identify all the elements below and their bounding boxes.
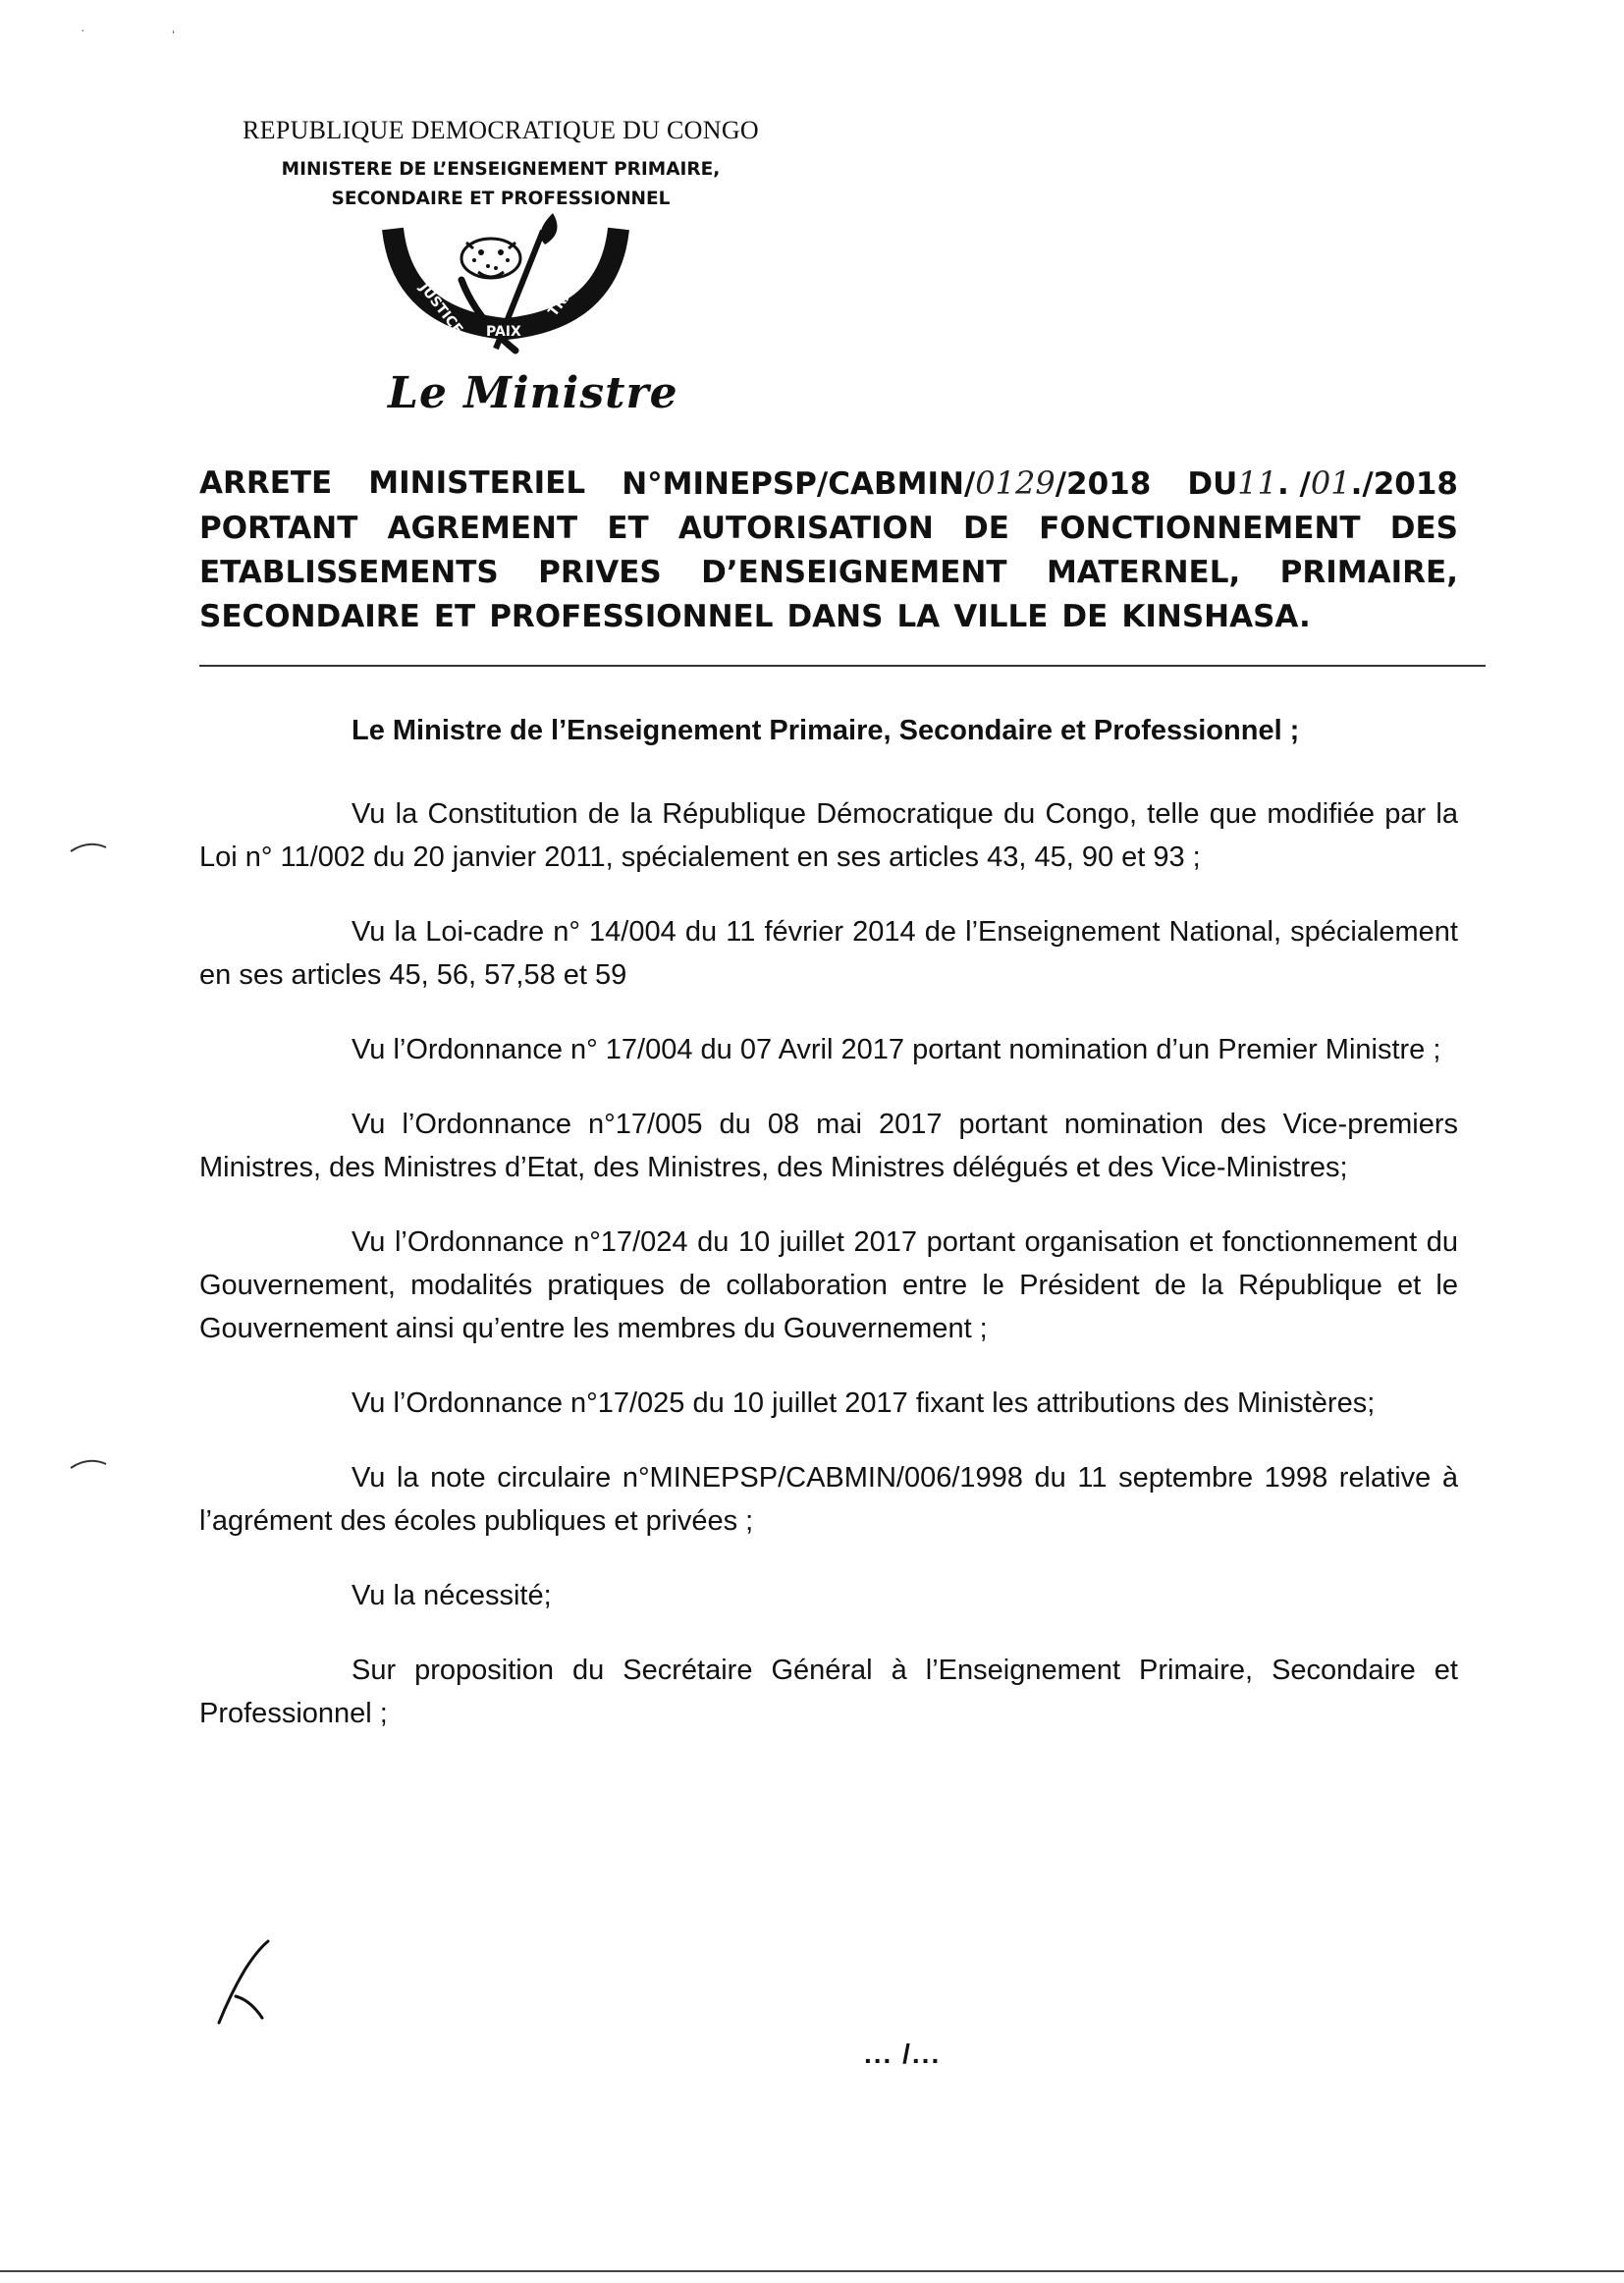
handwritten-month: 01 (1310, 464, 1351, 502)
decree-word: ET (433, 599, 476, 634)
decree-word: AGREMENT (387, 511, 578, 546)
decree-word: VILLE (953, 599, 1049, 634)
decree-word: D’ENSEIGNEMENT (701, 555, 1007, 590)
decree-word: DANS (786, 599, 884, 634)
ministry-name (201, 155, 800, 214)
leopard-head-icon (461, 239, 520, 278)
decree-reference: N°MINEPSP/CABMIN/0129/2018 (622, 464, 1152, 502)
signatory-title: Le Ministre (388, 368, 678, 418)
continuation-marker: ... /... (864, 2038, 942, 2069)
decree-word: DE (963, 511, 1009, 546)
ministry-line-2: SECONDAIRE ET PROFESSIONNEL (331, 189, 671, 209)
decree-word: PRIMAIRE, (1279, 555, 1458, 590)
decree-word: DE (1061, 599, 1109, 634)
considerant-paragraph: Vu la note circulaire n°MINEPSP/CABMIN/006/1998 du 11 septembre 1998 relative à l’agrément des écoles publiques et privées ; (199, 1462, 1458, 1537)
country-name: REPUBLIQUE DEMOCRATIQUE DU CONGO (243, 116, 759, 144)
ministry-line-1: MINISTERE DE L’ENSEIGNEMENT PRIMAIRE, (281, 159, 721, 180)
considerant-paragraph: Vu l’Ordonnance n°17/005 du 08 mai 2017 portant nomination des Vice-premiers Ministres, des Ministres d’Etat, des Ministres, des Ministres délégués et des Vice-Ministres; (199, 1109, 1458, 1183)
considerant-paragraph: Vu l’Ordonnance n°17/025 du 10 juillet 2017 fixant les attributions des Ministères; (352, 1387, 1376, 1419)
decree-word: MINISTERIEL (368, 465, 586, 501)
decree-date: DU11. /01./2018 (1187, 464, 1458, 502)
decree-title-line-1 (199, 462, 1458, 507)
considerant-paragraph: Vu l’Ordonnance n°17/024 du 10 juillet 2017 portant organisation et fonctionnement du Gouvernement, modalités pratiques de collaboration entre le Président de la République et le Gouvernement ainsi qu’entre les membres du Gouvernement ; (199, 1226, 1458, 1344)
motto-word-justice: JUSTICE (415, 280, 466, 338)
margin-mark (69, 840, 108, 853)
decree-word: FONCTIONNEMENT (1039, 511, 1361, 546)
decree-word: KINSHASA. (1121, 599, 1311, 634)
decree-word: ARRETE (199, 465, 333, 501)
handwritten-initials-mark (211, 1939, 280, 2028)
decree-word: PORTANT (199, 511, 358, 546)
decree-word: AUTORISATION (677, 511, 934, 546)
motto-word-travail: TRAVAIL (545, 259, 598, 320)
motto-word-paix: PAIX (486, 324, 521, 340)
decree-word: PROFESSIONNEL (489, 599, 774, 634)
considerant-paragraph: Vu la Constitution de la République Démocratique du Congo, telle que modifiée par la Loi n° 11/002 du 20 janvier 2011, spécialement en ses articles 43, 45, 90 et 93 ; (199, 798, 1458, 873)
decree-word: PRIVES (538, 555, 662, 590)
decree-word: ET (607, 511, 649, 546)
decree-preamble (199, 709, 1458, 1767)
coat-of-arms-emblem (378, 211, 633, 363)
decree-word: LA (896, 599, 941, 634)
motto-ribbon (393, 229, 619, 340)
considerant-paragraph: Vu la nécessité; (352, 1580, 552, 1611)
decree-word: SECONDAIRE (199, 599, 420, 634)
decree-title-line-2 (199, 507, 1458, 551)
title-divider (199, 665, 1486, 667)
decree-title-line-4 (199, 595, 1458, 639)
handwritten-decree-number: 0129 (975, 464, 1056, 502)
handwritten-day: 11 (1237, 464, 1277, 502)
decree-title-line-3 (199, 551, 1458, 595)
considerant-paragraph: Vu l’Ordonnance n° 17/004 du 07 Avril 2017 portant nomination d’un Premier Ministre ; (352, 1034, 1441, 1065)
decree-word: MATERNEL, (1046, 555, 1241, 590)
scan-speck: · (81, 22, 85, 37)
page-bottom-edge (0, 2270, 1624, 2272)
decree-title (199, 462, 1458, 639)
preamble-heading: Le Ministre de l’Enseignement Primaire, Secondaire et Professionnel ; (352, 715, 1300, 746)
considerant-paragraph: Vu la Loi-cadre n° 14/004 du 11 février 2014 de l’Enseignement National, spécialement en ses articles 45, 56, 57,58 et 59 (199, 916, 1458, 991)
margin-mark (69, 1456, 108, 1470)
scan-speck: ʻ (172, 27, 176, 43)
considerant-paragraph: Sur proposition du Secrétaire Général à l’Enseignement Primaire, Secondaire et Professionnel ; (199, 1655, 1458, 1729)
decree-word: DES (1389, 511, 1458, 546)
decree-word: ETABLISSEMENTS (199, 555, 499, 590)
